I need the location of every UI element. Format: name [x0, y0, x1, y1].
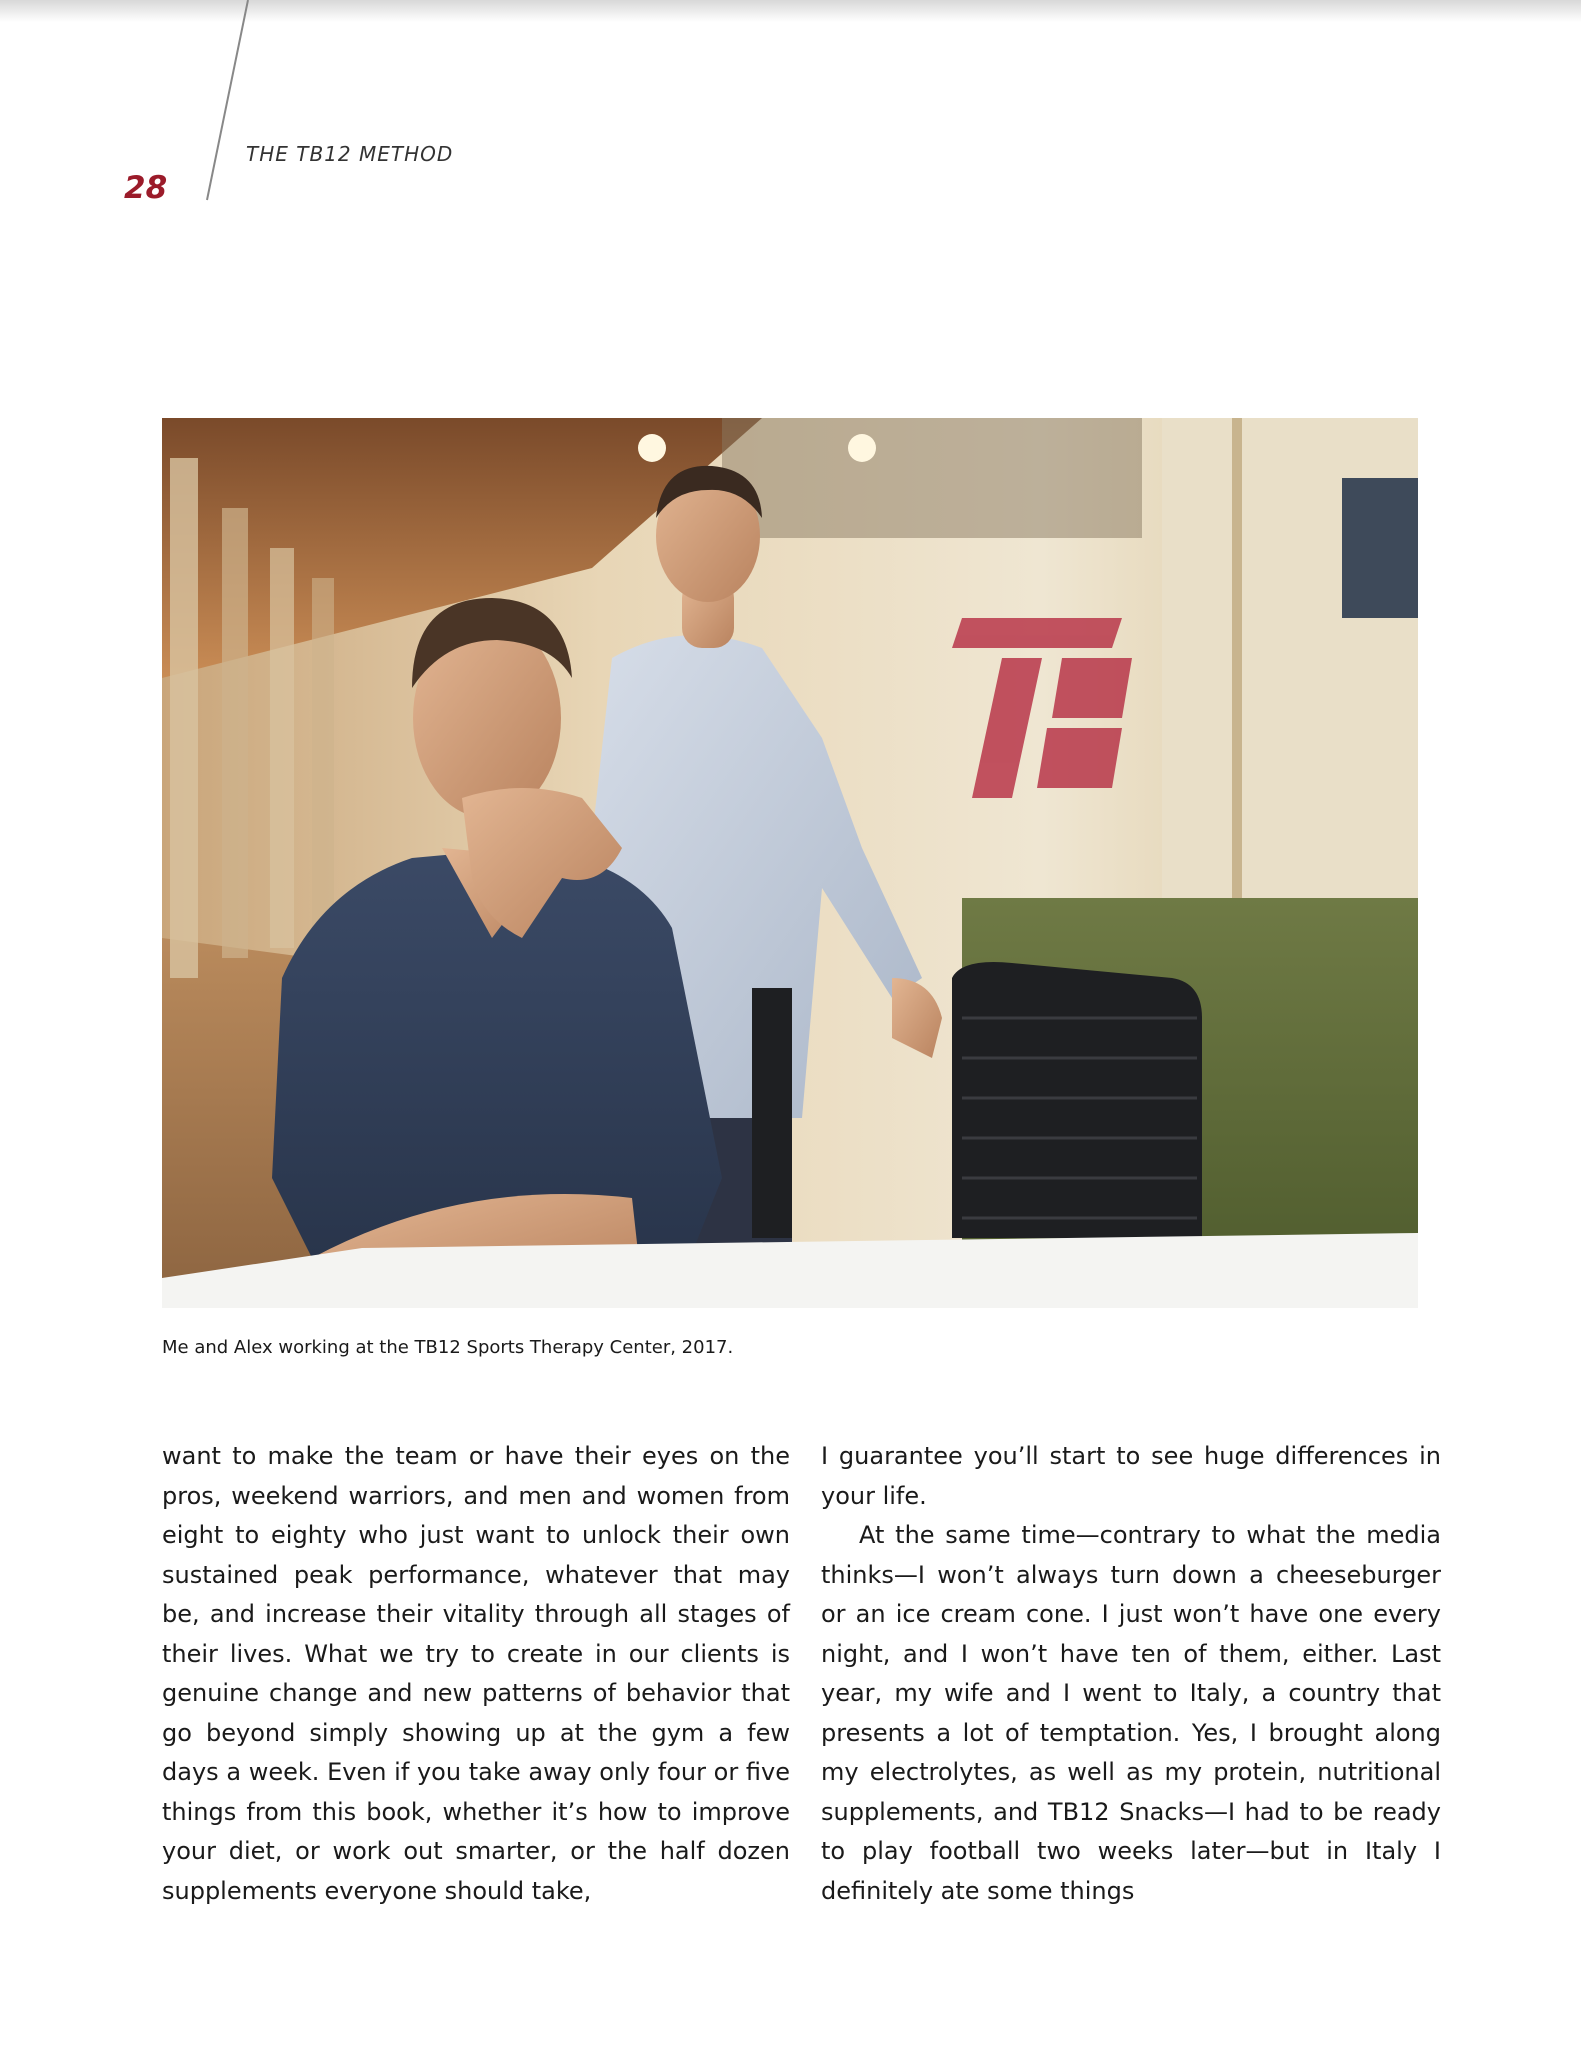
page-number: 28	[124, 170, 168, 206]
photo-caption: Me and Alex working at the TB12 Sports Therapy Center, 2017.	[162, 1337, 734, 1358]
body-column-left	[162, 1437, 790, 1911]
photo-tb12-center	[162, 418, 1418, 1308]
photo-illustration	[162, 418, 1418, 1308]
body-paragraph: I guarantee you’ll start to see huge differences in your life.	[821, 1442, 1441, 1510]
body-column-right	[821, 1437, 1441, 1911]
body-paragraph: At the same time—contrary to what the media thinks—I won’t always turn down a cheeseburger or an ice cream cone. I just won’t have one every night, and I won’t have ten of them, either. Last year, my wife and I went to Italy, a country that presents a lot of temptation. Yes, I brought along my electrolytes, as well as my protein, nutritional supplements, and TB12 Snacks—I had to be ready to play football two weeks later—but in Italy I definitely ate some things	[821, 1521, 1441, 1905]
header-diagonal-rule	[0, 0, 1581, 220]
body-paragraph: want to make the team or have their eyes on the pros, weekend warriors, and men and women from eight to eighty who just want to unlock their own sustained peak performance, whatever that may be, and increase their vitality through all stages of their lives. What we try to create in our clients is genuine change and new patterns of behavior that go beyond simply showing up at the gym a few days a week. Even if you take away only four or five things from this book, whether it’s how to improve your diet, or work out smarter, or the half dozen supplements everyone should take,	[162, 1442, 790, 1905]
running-head: THE TB12 METHOD	[246, 142, 454, 166]
